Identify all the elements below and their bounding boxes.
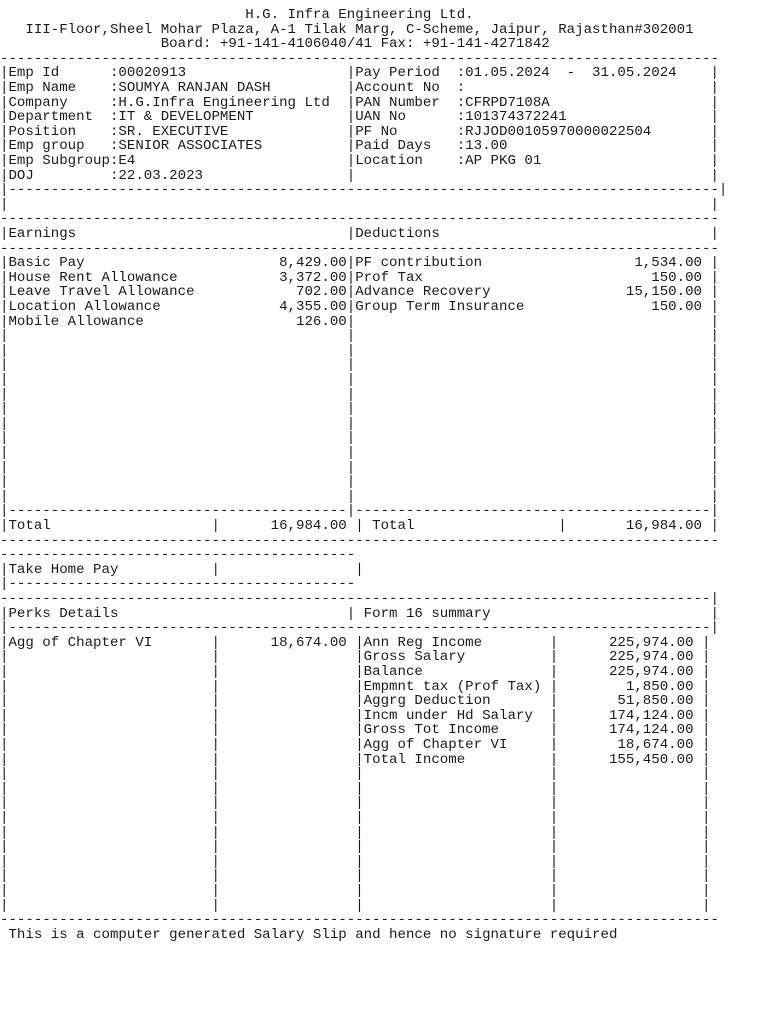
- footer-note: This is a computer generated Salary Slip and hence no signature required: [0, 926, 618, 943]
- divider: -------------------------------------------------------------------------------------: [0, 912, 719, 929]
- employee-row: |Emp Id :00020913 |Pay Period :01.05.2024 - 31.05.2024 |: [0, 65, 719, 82]
- pay-item-row: |Leave Travel Allowance 702.00|Advance Recovery 15,150.00 |: [0, 284, 719, 301]
- divider: ------------------------------------------------------------------------------------|: [0, 591, 719, 607]
- take-home-row: |Take Home Pay | |: [0, 561, 364, 578]
- employee-row: |Emp group :SENIOR ASSOCIATES |Paid Days :13.00 |: [0, 138, 719, 155]
- blank-row: | | | | |: [0, 810, 711, 826]
- summary-row: | | |Balance | 225,974.00 |: [0, 664, 711, 680]
- blank-row: | | |: [0, 415, 719, 432]
- blank-row: | | | | |: [0, 824, 711, 841]
- employee-row: |DOJ :22.03.2023 | |: [0, 167, 719, 184]
- divider: |-----------------------------------------: [0, 576, 356, 593]
- blank-row: | | |: [0, 372, 719, 388]
- blank-row: | | |: [0, 474, 719, 491]
- divider: -------------------------------------------------------------------------------------: [0, 532, 719, 549]
- summary-row: | | |Empmnt tax (Prof Tax) | 1,850.00 |: [0, 678, 711, 695]
- summary-row: | | |Agg of Chapter VI | 18,674.00 |: [0, 737, 711, 753]
- blank-row: | | | | |: [0, 853, 711, 870]
- divider: |-----------------------------------------------------------------------------------|: [0, 620, 719, 637]
- company-contact: Board: +91-141-4106040/41 Fax: +91-141-4271842: [0, 36, 719, 53]
- section-heading-row: |Perks Details | Form 16 summary |: [0, 605, 719, 622]
- blank-row: | | |: [0, 386, 719, 403]
- blank-row: | | | | |: [0, 766, 711, 783]
- employee-row: |Emp Subgroup:E4 |Location :AP PKG 01 |: [0, 153, 719, 169]
- divider: -------------------------------------------------------------------------------------: [0, 240, 719, 257]
- blank-row: | | | | |: [0, 897, 711, 914]
- total-row: |Total | 16,984.00 | Total | 16,984.00 |: [0, 518, 719, 534]
- pay-item-row: |Basic Pay 8,429.00|PF contribution 1,534.00 |: [0, 255, 719, 272]
- summary-row: | | |Gross Tot Income | 174,124.00 |: [0, 722, 711, 739]
- employee-row: |Emp Name :SOUMYA RANJAN DASH |Account No : |: [0, 80, 719, 96]
- blank-row: | | |: [0, 430, 719, 447]
- employee-row: |Company :H.G.Infra Engineering Ltd |PAN Number :CFRPD7108A |: [0, 94, 719, 111]
- blank-row: | | |: [0, 488, 719, 505]
- blank-row: | | | | |: [0, 868, 711, 885]
- blank-row: | |: [0, 196, 719, 213]
- blank-row: | | |: [0, 328, 719, 345]
- blank-row: | | | | |: [0, 839, 711, 856]
- company-address: III-Floor,Sheel Mohar Plaza, A-1 Tilak Marg, C-Scheme, Jaipur, Rajasthan#302001: [0, 21, 719, 38]
- employee-row: |Department :IT & DEVELOPMENT |UAN No :101374372241 |: [0, 109, 719, 126]
- pay-item-row: |House Rent Allowance 3,372.00|Prof Tax 150.00 |: [0, 269, 719, 286]
- salary-slip: [0, 8, 768, 948]
- blank-row: | | |: [0, 401, 719, 418]
- divider: ------------------------------------------: [0, 547, 356, 564]
- employee-row: |Position :SR. EXECUTIVE |PF No :RJJOD00105970000022504 |: [0, 123, 719, 140]
- divider: -------------------------------------------------------------------------------------: [0, 211, 719, 228]
- summary-row: |Agg of Chapter VI | 18,674.00 |Ann Reg Income | 225,974.00 |: [0, 634, 711, 651]
- summary-row: | | |Aggrg Deduction | 51,850.00 |: [0, 693, 711, 710]
- blank-row: | | |: [0, 357, 719, 374]
- pay-item-row: |Location Allowance 4,355.00|Group Term Insurance 150.00 |: [0, 299, 719, 315]
- blank-row: | | | | |: [0, 795, 711, 812]
- blank-row: | | |: [0, 459, 719, 476]
- summary-row: | | |Incm under Hd Salary | 174,124.00 |: [0, 707, 711, 724]
- section-heading-row: |Earnings |Deductions |: [0, 226, 719, 242]
- summary-row: | | |Gross Salary | 225,974.00 |: [0, 649, 711, 666]
- company-name: H.G. Infra Engineering Ltd.: [0, 7, 719, 23]
- summary-row: | | |Total Income | 155,450.00 |: [0, 751, 711, 768]
- divider: -------------------------------------------------------------------------------------: [0, 50, 719, 67]
- blank-row: | | |: [0, 342, 719, 359]
- pay-item-row: |Mobile Allowance 126.00| |: [0, 313, 719, 330]
- blank-row: | | | | |: [0, 883, 711, 899]
- divider: |------------------------------------------------------------------------------------|: [0, 182, 728, 199]
- divider: |----------------------------------------|------------------------------------------|: [0, 503, 719, 520]
- blank-row: | | | | |: [0, 780, 711, 797]
- blank-row: | | |: [0, 445, 719, 461]
